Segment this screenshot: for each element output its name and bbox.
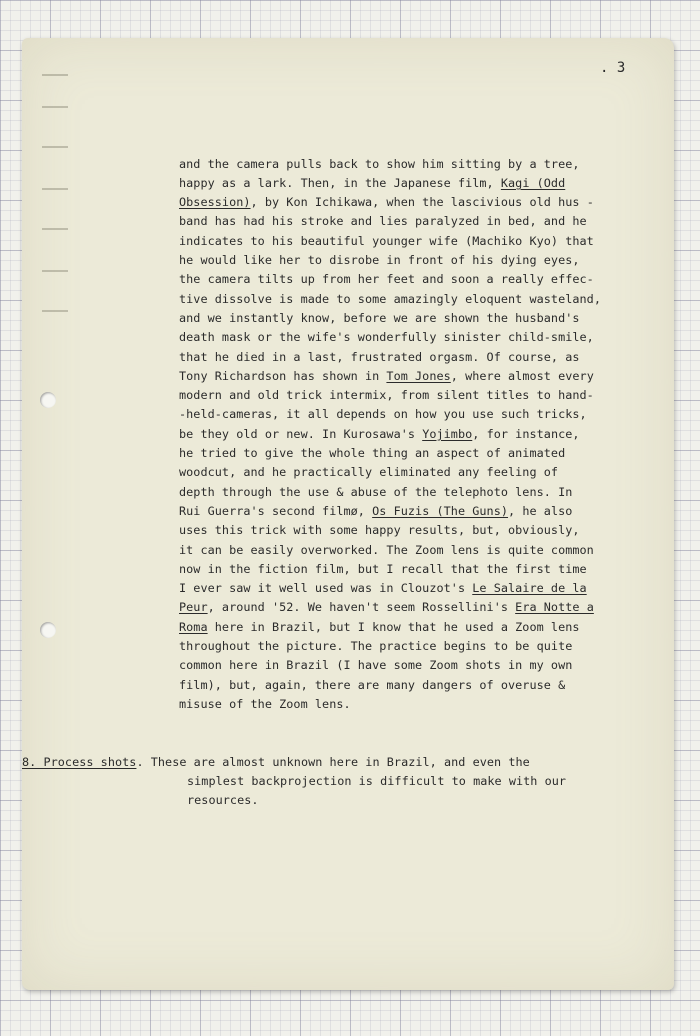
text-line (22, 637, 601, 656)
text-segment: , he also (508, 503, 573, 518)
text-segment: here in Brazil, but I know that he used a Zoom lens (207, 619, 580, 634)
text-line (22, 425, 601, 444)
underlined-title: Os Fuzis (The Guns) (372, 503, 509, 518)
underlined-title: Peur (179, 600, 208, 615)
text-segment: , around '52. We haven't seem Rossellini's (207, 600, 516, 615)
underlined-title: Yojimbo (422, 426, 473, 441)
text-segment: band has had his stroke and lies paralyzed in bed, and he (179, 214, 587, 229)
underlined-title: Era Notte a (515, 600, 594, 615)
text-line (22, 753, 601, 772)
text-segment: it can be easily overworked. The Zoom lens is quite common (179, 542, 594, 557)
text-line (22, 155, 601, 174)
text-line (22, 541, 601, 560)
text-segment: Rui Guerra's second filmø, (179, 503, 373, 518)
text-line (22, 386, 601, 405)
typed-page-sheet (22, 38, 674, 990)
text-line (22, 676, 601, 695)
text-segment: depth through the use & abuse of the telephoto lens. In (179, 484, 573, 499)
text-segment: uses this trick with some happy results, but, obviously, (179, 523, 580, 538)
underlined-title: Obsession) (179, 195, 251, 210)
text-segment: now in the fiction film, but I recall that the first time (179, 561, 587, 576)
text-line (22, 251, 601, 270)
text-segment: that he died in a last, frustrated orgasm. Of course, as (179, 349, 580, 364)
text-segment: , by Kon Ichikawa, when the lascivious old hus - (250, 195, 594, 210)
underlined-title: Tom Jones (386, 368, 451, 383)
text-segment: I ever saw it well used was in Clouzot's (179, 581, 473, 596)
text-segment: and we instantly know, before we are shown the husband's (179, 310, 580, 325)
text-segment: simplest backprojection is difficult to make with our (187, 774, 567, 789)
text-line (22, 598, 601, 617)
text-segment: happy as a lark. Then, in the Japanese film, (179, 175, 501, 190)
text-line (22, 483, 601, 502)
underlined-title: Le Salaire de la (472, 581, 587, 596)
text-line (22, 270, 601, 289)
text-segment: woodcut, and he practically eliminated any feeling of (179, 465, 559, 480)
text-line (22, 193, 601, 212)
text-segment: be they old or new. In Kurosawa's (179, 426, 423, 441)
text-segment: resources. (187, 793, 259, 808)
text-line (22, 656, 601, 675)
text-segment: , where almost every (450, 368, 594, 383)
text-line (22, 502, 601, 521)
text-line (22, 328, 601, 347)
text-line (22, 618, 601, 637)
text-segment: film), but, again, there are many dangers of overuse & (179, 677, 566, 692)
text-segment: common here in Brazil (I have some Zoom shots in my own (179, 658, 573, 673)
section-8-process-shots (22, 753, 601, 811)
text-line (22, 212, 601, 231)
text-line (22, 521, 601, 540)
text-line (22, 463, 601, 482)
text-line (22, 695, 601, 714)
text-line (22, 232, 601, 251)
page-number: . 3 (600, 60, 626, 76)
text-line (22, 348, 601, 367)
paragraph-main (22, 155, 601, 715)
text-segment: he would like her to disrobe in front of his dying eyes, (179, 253, 580, 268)
text-line (22, 791, 601, 810)
text-segment: he tried to give the whole thing an aspect of animated (179, 446, 566, 461)
underlined-title: Kagi (Odd (500, 175, 566, 190)
text-line (22, 560, 601, 579)
text-line (22, 309, 601, 328)
text-line (22, 405, 601, 424)
text-segment: tive dissolve is made to some amazingly eloquent wasteland, (179, 291, 601, 306)
text-segment: indicates to his beautiful younger wife (Machiko Kyo) that (179, 233, 594, 248)
text-segment: and the camera pulls back to show him sitting by a tree, (179, 156, 580, 171)
text-segment: the camera tilts up from her feet and soon a really effec- (179, 272, 594, 287)
text-segment: throughout the picture. The practice begins to be quite (179, 639, 573, 654)
text-segment: . These are almost unknown here in Brazil, and even the (136, 754, 530, 769)
text-line (22, 444, 601, 463)
text-segment: -held-cameras, it all depends on how you use such tricks, (179, 407, 587, 422)
edge-mark (42, 74, 68, 76)
underlined-title: 8. Process shots (22, 754, 137, 769)
text-line (22, 772, 601, 791)
text-line (22, 290, 601, 309)
text-segment: modern and old trick intermix, from silent titles to hand- (179, 388, 594, 403)
text-segment: , for instance, (472, 426, 580, 441)
text-line (22, 367, 601, 386)
underlined-title: Roma (179, 619, 208, 634)
text-segment: misuse of the Zoom lens. (179, 696, 351, 711)
text-line (22, 579, 601, 598)
text-line (22, 174, 601, 193)
text-segment: Tony Richardson has shown in (179, 368, 387, 383)
text-segment: death mask or the wife's wonderfully sinister child-smile, (179, 330, 594, 345)
edge-mark (42, 106, 68, 108)
body-text (22, 116, 601, 849)
